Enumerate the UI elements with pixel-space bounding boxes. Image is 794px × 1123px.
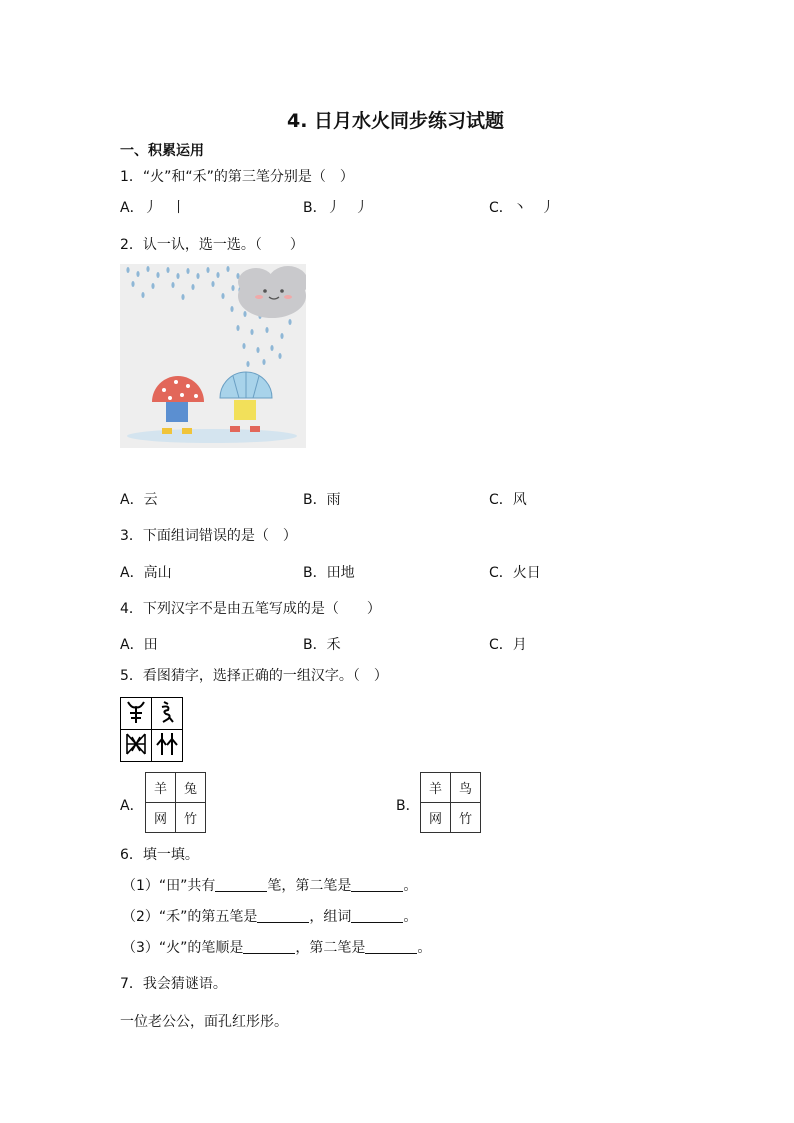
q3-option-a[interactable]: A．高山 [120, 565, 172, 581]
char-cell: 网 [146, 803, 176, 833]
q5-option-b-label[interactable]: B． [396, 798, 420, 814]
question-3: 3．下面组词错误的是（ ） [120, 528, 297, 544]
q3-option-c[interactable]: C．火日 [489, 565, 541, 581]
q4-option-a[interactable]: A．田 [120, 637, 158, 653]
red-umbrella [152, 376, 204, 434]
glyph-net-icon [121, 730, 152, 762]
section-heading: 一、积累运用 [120, 143, 204, 159]
answer-blank[interactable] [351, 890, 403, 892]
char-cell: 竹 [451, 803, 481, 833]
q6-s2-part-2: ，组词 [309, 909, 352, 925]
glyph-rabbit-icon [152, 698, 183, 730]
q6-s3-part-2: ，第二笔是 [295, 940, 366, 956]
question-6: 6．填一填。 [120, 847, 199, 863]
glyph-bamboo-icon [152, 730, 183, 762]
q6-s1-part-2: 笔，第二笔是 [267, 878, 352, 894]
blue-umbrella [220, 372, 272, 432]
q2-option-a[interactable]: A．云 [120, 492, 158, 508]
q3-option-b[interactable]: B．田地 [303, 565, 355, 581]
answer-blank[interactable] [215, 890, 267, 892]
question-5: 5．看图猜字，选择正确的一组汉字。（ ） [120, 668, 388, 684]
char-cell: 兔 [176, 773, 206, 803]
page-title: 4. 日月水火同步练习试题 [287, 110, 505, 132]
cloud-icon [238, 266, 306, 318]
ancient-glyph-grid [120, 697, 183, 762]
riddle-text: 一位老公公，面孔红彤彤。 [120, 1014, 288, 1030]
question-1: 1．“火”和“禾”的第三笔分别是（ ） [120, 169, 354, 185]
q6-s2-part-3: 。 [403, 909, 418, 925]
char-cell: 羊 [421, 773, 451, 803]
q6-subquestion-1 [122, 875, 417, 895]
char-cell: 竹 [176, 803, 206, 833]
answer-blank[interactable] [257, 921, 309, 923]
rain-illustration [120, 264, 306, 448]
rain-scene-image [120, 264, 306, 448]
q6-s1-part-1: （1）“田”共有 [122, 878, 216, 894]
q6-s2-part-1: （2）“禾”的第五笔是 [122, 909, 258, 925]
q5-option-a-label[interactable]: A． [120, 798, 144, 814]
q5-option-a-grid[interactable] [145, 772, 206, 833]
answer-blank[interactable] [243, 952, 295, 954]
answer-blank[interactable] [365, 952, 417, 954]
q6-subquestion-3 [122, 937, 431, 957]
q6-s3-part-3: 。 [417, 940, 432, 956]
q1-option-c[interactable]: C．丶 丿 [489, 200, 555, 216]
question-4: 4．下列汉字不是由五笔写成的是（ ） [120, 601, 381, 617]
q6-s1-part-3: 。 [403, 878, 418, 894]
question-7: 7．我会猜谜语。 [120, 976, 227, 992]
char-cell: 羊 [146, 773, 176, 803]
q6-subquestion-2 [122, 906, 417, 926]
q4-option-b[interactable]: B．禾 [303, 637, 341, 653]
char-cell: 鸟 [451, 773, 481, 803]
q2-option-c[interactable]: C．风 [489, 492, 527, 508]
q1-option-b[interactable]: B．丿 丿 [303, 200, 369, 216]
glyph-sheep-icon [121, 698, 152, 730]
q6-s3-part-1: （3）“火”的笔顺是 [122, 940, 244, 956]
char-cell: 网 [421, 803, 451, 833]
q2-option-b[interactable]: B．雨 [303, 492, 341, 508]
q1-option-a[interactable]: A．丿 丨 [120, 200, 186, 216]
q4-option-c[interactable]: C．月 [489, 637, 527, 653]
answer-blank[interactable] [351, 921, 403, 923]
question-2: 2．认一认，选一选。（ ） [120, 237, 304, 253]
q5-option-b-grid[interactable] [420, 772, 481, 833]
